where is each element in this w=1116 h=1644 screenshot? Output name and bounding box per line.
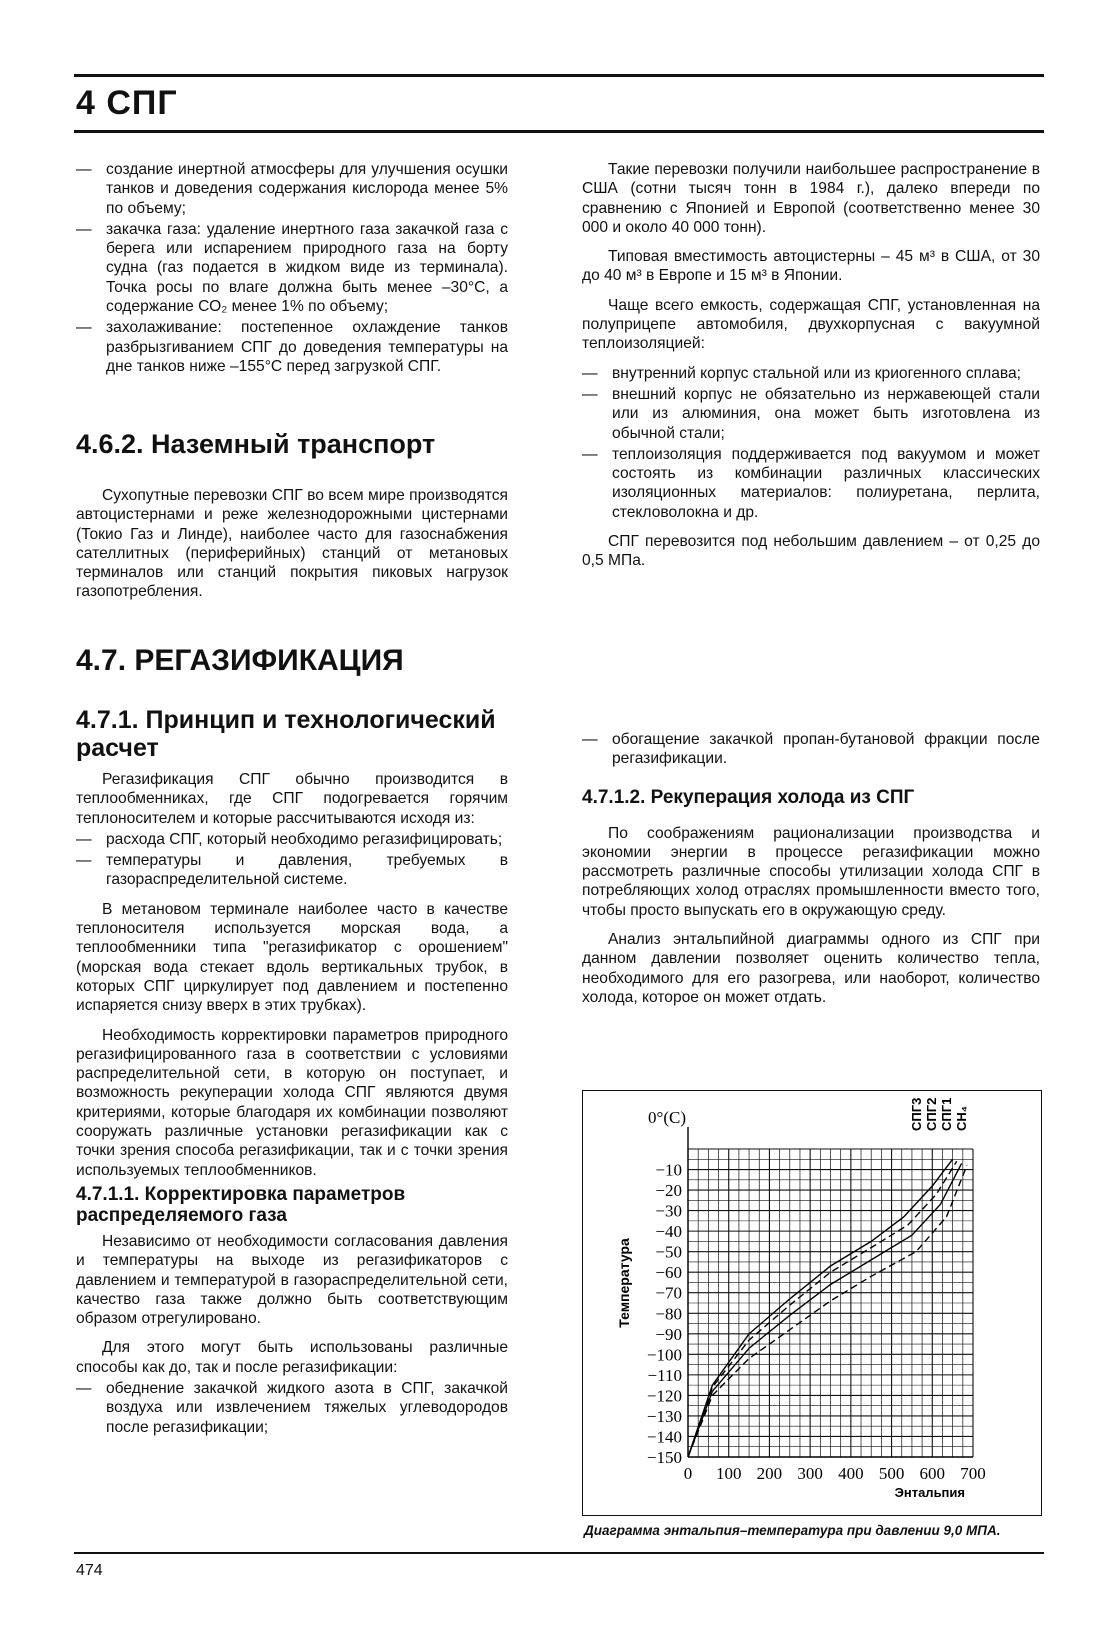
enthalpy-temperature-figure xyxy=(582,1090,1042,1516)
y-tick-label: −50 xyxy=(655,1242,682,1262)
list-item: — обеднение закачкой жидкого азота в СПГ, закачкой воздуха или извлечением тяжелых углеводородов после регазификации; xyxy=(76,1379,508,1437)
left-column-top xyxy=(76,160,508,378)
paragraph: Для этого могут быть использованы различные способы как до, так и после регазификации: xyxy=(76,1339,508,1376)
y-tick-label: −150 xyxy=(646,1448,682,1467)
y-tick-label: −20 xyxy=(655,1181,682,1201)
series-line xyxy=(688,1165,967,1457)
y-unit-label: 0°(C) xyxy=(648,1108,686,1127)
y-tick-label: −80 xyxy=(655,1304,682,1324)
list-item: — расхода СПГ, который необходимо регазифицировать; xyxy=(76,830,508,849)
y-axis-label: Температура xyxy=(616,1238,632,1328)
paragraph: Чаще всего емкость, содержащая СПГ, установленная на полуприцепе автомобиля, двухкорпусная с вакуумной теплоизоляцией: xyxy=(582,296,1040,353)
heading-4-7: 4.7. РЕГАЗИФИКАЦИЯ xyxy=(76,644,404,677)
y-tick-label: −100 xyxy=(646,1345,682,1365)
y-tick-label: −60 xyxy=(655,1263,682,1283)
y-tick-label: −110 xyxy=(647,1365,682,1385)
figure-caption: Диаграмма энтальпия–температура при давлении 9,0 МПА. xyxy=(584,1523,1001,1538)
x-tick-label: 700 xyxy=(960,1464,986,1483)
paragraph: По соображениям рационализации производства и экономии энергии в процессе регазификации можно рассмотреть различные способы утилизации холода СПГ в потребляющих холод отраслях промышленности вместо того, чтобы просто выпускать его в окружающую среду. xyxy=(582,824,1040,919)
footer-rule xyxy=(74,1552,1044,1554)
y-tick-label: −140 xyxy=(646,1427,682,1447)
x-axis-label: Энтальпия xyxy=(894,1485,965,1500)
series-label: CH₄ xyxy=(954,1106,969,1131)
y-tick-label: −10 xyxy=(655,1160,682,1180)
y-tick-label: −90 xyxy=(655,1324,682,1344)
y-tick-label: −40 xyxy=(655,1222,682,1242)
y-tick-label: −130 xyxy=(646,1406,682,1426)
series-label: СПГ2 xyxy=(924,1097,939,1131)
page-number: 474 xyxy=(76,1562,103,1579)
chart-lines xyxy=(688,1159,967,1457)
header-rule xyxy=(74,130,1044,133)
x-tick-label: 500 xyxy=(878,1464,905,1483)
paragraph: Сухопутные перевозки СПГ во всем мире производятся автоцистернами и реже железнодорожными цистернами (Токио Газ и Линде), наиболее часто для газоснабжения сателлитных (периферийных) станций от метановых терминалов или станций покрытия пиковых нагрузок газопотребления. xyxy=(76,487,508,601)
list-item: — захолаживание: постепенное охлаждение танков разбрызгиванием СПГ до доведения температуры на дне танков ниже –155°С перед загрузкой СПГ. xyxy=(76,318,508,376)
y-tick-label: −120 xyxy=(646,1386,682,1406)
list-item: — внутренний корпус стальной или из криогенного сплава; xyxy=(582,364,1040,383)
right-column-top xyxy=(582,160,1040,581)
right-column-bottom xyxy=(582,730,1040,1017)
series-label: СПГ1 xyxy=(939,1097,954,1131)
y-tick-label: −30 xyxy=(655,1201,682,1221)
chart-grid xyxy=(688,1149,973,1457)
y-tick-label: −70 xyxy=(655,1283,682,1303)
list-item: — теплоизоляция поддерживается под вакуумом и может состоять из комбинации различных классических изоляционных материалов: полиуретана, перлита, стекловолокна и др. xyxy=(582,445,1040,522)
chapter-header: 4 СПГ xyxy=(76,84,178,122)
series-label: СПГ3 xyxy=(909,1097,924,1131)
paragraph: СПГ перевозится под небольшим давлением – от 0,25 до 0,5 МПа. xyxy=(582,533,1040,570)
list-item: — закачка газа: удаление инертного газа закачкой газа с берега или испарением природного газа на борту судна (газ подается в жидком виде из терминала). Точка росы по влаге должна быть менее –30°С, а содержание СО₂ менее 1% по объему; xyxy=(76,220,508,316)
left-section-4-6-2 xyxy=(76,486,508,612)
top-rule xyxy=(74,74,1044,77)
paragraph: Анализ энтальпийной диаграммы одного из СПГ при данном давлении позволяет оценить количество тепла, необходимого для его разогрева, или наоборот, количество холода, которое он может отдать. xyxy=(582,931,1040,1006)
enthalpy-temperature-chart xyxy=(583,1091,1041,1515)
paragraph: Такие перевозки получили наибольшее распространение в США (сотни тысяч тонн в 1984 г.), далеко впереди по сравнению с Японией и Европой (соответственно менее 30 000 и около 40 000 тонн). xyxy=(582,161,1040,236)
left-column-bottom xyxy=(76,706,508,1439)
x-tick-label: 200 xyxy=(756,1464,783,1483)
x-tick-label: 100 xyxy=(715,1464,742,1483)
x-tick-label: 600 xyxy=(919,1464,946,1483)
chart-labels xyxy=(616,1098,986,1500)
list-item: — обогащение закачкой пропан-бутановой фракции после регазификации. xyxy=(582,730,1040,769)
list-item: — температуры и давления, требуемых в газораспределительной системе. xyxy=(76,851,508,890)
paragraph: В метановом терминале наиболее часто в качестве теплоносителя используется морская вода, а теплообменники типа "регазификатор с орошением" (морская вода стекает вдоль вертикальных трубок, в которых СПГ циркулирует под давлением и постепенно испаряется снизу вверх в этих трубках). xyxy=(76,900,508,1015)
paragraph: Независимо от необходимости согласования давления и температуры на выходе из регазификаторов с давлением и температурой в газораспределительной сети, качество газа также должно быть соответствующим образом отрегулировано. xyxy=(76,1232,508,1328)
paragraph: Необходимость корректировки параметров природного регазифицированного газа в соответствии с условиями распределительной сети, в которую он поступает, и возможность рекуперации холода СПГ являются двумя критериями, которые благодаря их комбинации позволяют сооружать различные установки регазификации как с точки зрения способа регазификации, так и с точки зрения используемых теплообменников. xyxy=(76,1026,508,1179)
heading-4-6-2: 4.6.2. Наземный транспорт xyxy=(76,429,436,459)
paragraph: Регазификация СПГ обычно производится в теплообменниках, где СПГ подогревается горячим теплоносителем и которые рассчитываются исходя из: xyxy=(76,771,508,827)
paragraph: Типовая вместимость автоцистерны – 45 м³ в США, от 30 до 40 м³ в Европе и 15 м³ в Японии. xyxy=(582,248,1040,285)
x-tick-label: 400 xyxy=(838,1464,864,1483)
x-tick-label: 0 xyxy=(683,1464,693,1483)
heading-4-7-1-2: 4.7.1.2. Рекуперация холода из СПГ xyxy=(582,786,915,808)
heading-4-7-1: 4.7.1. Принцип и технологический расчет xyxy=(76,706,496,762)
list-item: — внешний корпус не обязательно из нержавеющей стали или из алюминия, она может быть изготовлена из обычной стали; xyxy=(582,385,1040,443)
heading-4-7-1-1: 4.7.1.1. Корректировка параметров распределяемого газа xyxy=(76,1183,406,1226)
x-tick-label: 300 xyxy=(797,1464,823,1483)
list-item: — создание инертной атмосферы для улучшения осушки танков и доведения содержания кислорода менее 5% по объему; xyxy=(76,160,508,218)
